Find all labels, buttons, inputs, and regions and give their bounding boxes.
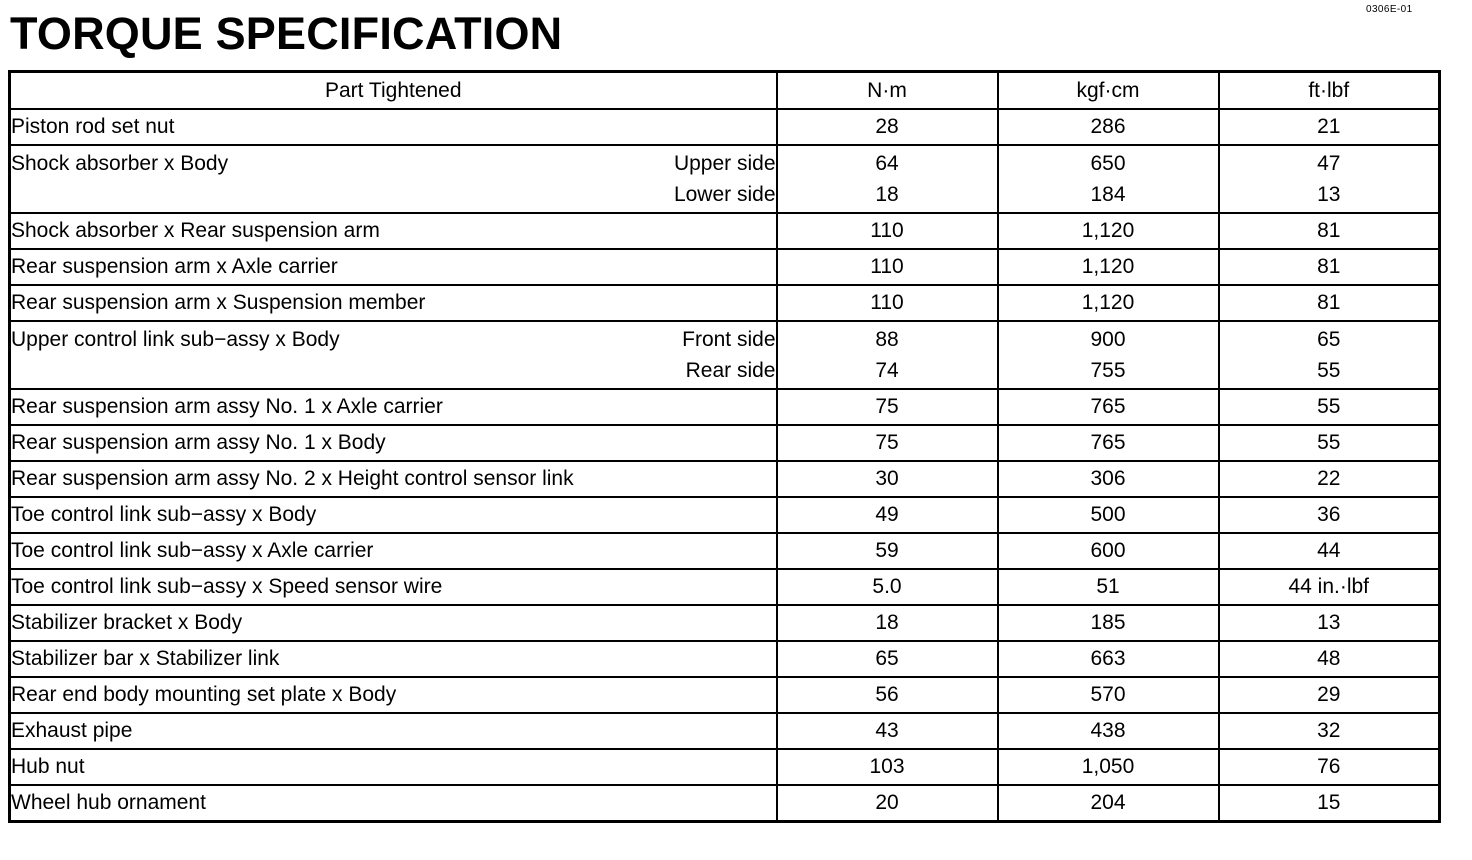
part-name: Rear end body mounting set plate x Body bbox=[11, 683, 397, 706]
ftlbf-value: 29 bbox=[1317, 683, 1341, 706]
nm-value-cell bbox=[777, 389, 998, 425]
kgfcm-value: 1,120 bbox=[1081, 291, 1135, 314]
part-name: Toe control link sub−assy x Speed sensor wire bbox=[11, 575, 443, 598]
nm-value: 56 bbox=[875, 683, 899, 706]
header-kgfcm: kgf·cm bbox=[998, 72, 1219, 110]
ftlbf-value-cell bbox=[1219, 285, 1440, 321]
kgfcm-value: 765 bbox=[1090, 431, 1126, 454]
sub-position-label: Upper side bbox=[673, 152, 776, 175]
part-cell bbox=[10, 569, 777, 605]
part-cell bbox=[10, 533, 777, 569]
kgfcm-value: 184 bbox=[1090, 183, 1126, 206]
ftlbf-value: 81 bbox=[1317, 219, 1341, 242]
part-name: Piston rod set nut bbox=[11, 115, 175, 138]
kgfcm-value-cell bbox=[998, 213, 1219, 249]
part-name: Rear suspension arm assy No. 2 x Height control sensor link bbox=[11, 467, 574, 490]
kgfcm-value: 755 bbox=[1090, 359, 1126, 382]
sub-position-label: Rear side bbox=[685, 359, 776, 382]
table-row bbox=[10, 641, 1440, 677]
ftlbf-value: 13 bbox=[1317, 183, 1341, 206]
table-row bbox=[10, 213, 1440, 249]
nm-value-cell bbox=[777, 461, 998, 497]
ftlbf-value: 81 bbox=[1317, 255, 1341, 278]
table-row bbox=[10, 677, 1440, 713]
ftlbf-value-cell bbox=[1219, 713, 1440, 749]
kgfcm-value: 1,120 bbox=[1081, 255, 1135, 278]
torque-table bbox=[8, 70, 1441, 823]
ftlbf-value: 21 bbox=[1317, 115, 1341, 138]
part-cell bbox=[10, 425, 777, 461]
part-cell bbox=[10, 497, 777, 533]
ftlbf-value-cell bbox=[1219, 109, 1440, 145]
table-row bbox=[10, 533, 1440, 569]
ftlbf-value: 81 bbox=[1317, 291, 1341, 314]
ftlbf-value-cell bbox=[1219, 533, 1440, 569]
part-cell bbox=[10, 145, 777, 213]
nm-value-cell bbox=[777, 605, 998, 641]
kgfcm-value-list bbox=[999, 148, 1218, 210]
ftlbf-value-cell bbox=[1219, 213, 1440, 249]
kgfcm-value-cell bbox=[998, 145, 1219, 213]
part-cell-content bbox=[11, 148, 776, 210]
kgfcm-value-cell bbox=[998, 785, 1219, 822]
ftlbf-value: 36 bbox=[1317, 503, 1341, 526]
nm-value-cell bbox=[777, 713, 998, 749]
ftlbf-value-cell bbox=[1219, 425, 1440, 461]
ftlbf-value-cell bbox=[1219, 389, 1440, 425]
nm-value-cell bbox=[777, 145, 998, 213]
table-row bbox=[10, 321, 1440, 389]
ftlbf-value-cell bbox=[1219, 145, 1440, 213]
part-cell bbox=[10, 605, 777, 641]
kgfcm-value: 185 bbox=[1090, 611, 1126, 634]
ftlbf-value: 47 bbox=[1317, 152, 1341, 175]
ftlbf-value: 13 bbox=[1317, 611, 1341, 634]
kgfcm-value-cell bbox=[998, 569, 1219, 605]
kgfcm-value-cell bbox=[998, 749, 1219, 785]
part-name: Rear suspension arm x Axle carrier bbox=[11, 255, 338, 278]
part-cell bbox=[10, 641, 777, 677]
part-cell bbox=[10, 285, 777, 321]
nm-value: 110 bbox=[870, 291, 904, 314]
part-name: Toe control link sub−assy x Body bbox=[11, 503, 317, 526]
nm-value: 18 bbox=[875, 611, 899, 634]
table-row bbox=[10, 145, 1440, 213]
table-row bbox=[10, 461, 1440, 497]
kgfcm-value-cell bbox=[998, 249, 1219, 285]
part-name: Rear suspension arm assy No. 1 x Axle carrier bbox=[11, 395, 443, 418]
header-part-tightened: Part Tightened bbox=[10, 72, 777, 110]
nm-value-cell bbox=[777, 497, 998, 533]
part-name: Stabilizer bracket x Body bbox=[11, 611, 243, 634]
kgfcm-value: 900 bbox=[1090, 328, 1126, 351]
kgfcm-value-cell bbox=[998, 713, 1219, 749]
sub-position-label: Lower side bbox=[673, 183, 776, 206]
kgfcm-value-cell bbox=[998, 285, 1219, 321]
part-cell bbox=[10, 461, 777, 497]
part-cell bbox=[10, 677, 777, 713]
table-row bbox=[10, 713, 1440, 749]
nm-value-cell bbox=[777, 425, 998, 461]
nm-value: 110 bbox=[870, 219, 904, 242]
ftlbf-value-cell bbox=[1219, 641, 1440, 677]
nm-value: 28 bbox=[875, 115, 899, 138]
nm-value: 103 bbox=[869, 755, 905, 778]
nm-value: 65 bbox=[875, 647, 899, 670]
nm-value: 43 bbox=[875, 719, 899, 742]
nm-value-cell bbox=[777, 641, 998, 677]
ftlbf-value-cell bbox=[1219, 461, 1440, 497]
nm-value-cell bbox=[777, 109, 998, 145]
sub-position-label: Front side bbox=[682, 328, 776, 351]
nm-value-list bbox=[778, 324, 997, 386]
kgfcm-value: 663 bbox=[1090, 647, 1126, 670]
nm-value: 59 bbox=[875, 539, 899, 562]
table-row bbox=[10, 249, 1440, 285]
part-cell bbox=[10, 109, 777, 145]
ftlbf-value: 22 bbox=[1317, 467, 1341, 490]
nm-value: 18 bbox=[875, 183, 899, 206]
table-row bbox=[10, 109, 1440, 145]
nm-value-cell bbox=[777, 749, 998, 785]
part-cell bbox=[10, 749, 777, 785]
nm-value-cell bbox=[777, 249, 998, 285]
part-name: Hub nut bbox=[11, 755, 85, 778]
ftlbf-value: 44 bbox=[1317, 539, 1341, 562]
ftlbf-value-list bbox=[1220, 324, 1439, 386]
part-cell bbox=[10, 785, 777, 822]
nm-value: 5.0 bbox=[872, 575, 902, 598]
kgfcm-value: 500 bbox=[1090, 503, 1126, 526]
nm-value: 30 bbox=[875, 467, 899, 490]
table-row bbox=[10, 605, 1440, 641]
ftlbf-value: 32 bbox=[1317, 719, 1341, 742]
nm-value-cell bbox=[777, 533, 998, 569]
sub-position-list bbox=[674, 148, 776, 210]
kgfcm-value: 570 bbox=[1090, 683, 1126, 706]
part-name: Exhaust pipe bbox=[11, 719, 133, 742]
kgfcm-value-cell bbox=[998, 321, 1219, 389]
part-cell bbox=[10, 389, 777, 425]
ftlbf-value: 55 bbox=[1317, 395, 1341, 418]
nm-value: 49 bbox=[875, 503, 899, 526]
nm-value-cell bbox=[777, 569, 998, 605]
nm-value-list bbox=[778, 148, 997, 210]
kgfcm-value: 51 bbox=[1096, 575, 1120, 598]
nm-value: 74 bbox=[875, 359, 899, 382]
kgfcm-value-cell bbox=[998, 461, 1219, 497]
table-row bbox=[10, 749, 1440, 785]
sub-position-list bbox=[682, 324, 775, 386]
ftlbf-value: 15 bbox=[1317, 791, 1341, 814]
header-ftlbf: ft·lbf bbox=[1219, 72, 1440, 110]
kgfcm-value-cell bbox=[998, 677, 1219, 713]
header-nm: N·m bbox=[777, 72, 998, 110]
kgfcm-value-cell bbox=[998, 109, 1219, 145]
kgfcm-value-cell bbox=[998, 497, 1219, 533]
part-name: Wheel hub ornament bbox=[11, 791, 206, 814]
kgfcm-value-cell bbox=[998, 605, 1219, 641]
kgfcm-value: 765 bbox=[1090, 395, 1126, 418]
nm-value-cell bbox=[777, 285, 998, 321]
nm-value: 75 bbox=[875, 431, 899, 454]
kgfcm-value: 1,120 bbox=[1081, 219, 1135, 242]
kgfcm-value: 306 bbox=[1090, 467, 1126, 490]
ftlbf-value-cell bbox=[1219, 677, 1440, 713]
ftlbf-value-cell bbox=[1219, 569, 1440, 605]
nm-value: 88 bbox=[875, 328, 899, 351]
table-row bbox=[10, 497, 1440, 533]
kgfcm-value: 204 bbox=[1090, 791, 1126, 814]
nm-value: 110 bbox=[870, 255, 904, 278]
part-cell bbox=[10, 321, 777, 389]
ftlbf-value: 65 bbox=[1317, 328, 1341, 351]
ftlbf-value-cell bbox=[1219, 605, 1440, 641]
part-name: Shock absorber x Rear suspension arm bbox=[11, 219, 380, 242]
ftlbf-value: 55 bbox=[1317, 431, 1341, 454]
table-row bbox=[10, 389, 1440, 425]
part-name: Upper control link sub−assy x Body bbox=[11, 328, 340, 351]
ftlbf-value: 55 bbox=[1317, 359, 1341, 382]
kgfcm-value: 286 bbox=[1090, 115, 1126, 138]
kgfcm-value-cell bbox=[998, 425, 1219, 461]
ftlbf-value: 44 in.·lbf bbox=[1288, 575, 1370, 598]
part-cell-content bbox=[11, 324, 776, 386]
ftlbf-value-cell bbox=[1219, 749, 1440, 785]
nm-value-cell bbox=[777, 213, 998, 249]
part-name: Stabilizer bar x Stabilizer link bbox=[11, 647, 280, 670]
part-cell bbox=[10, 713, 777, 749]
kgfcm-value: 438 bbox=[1090, 719, 1126, 742]
kgfcm-value-cell bbox=[998, 389, 1219, 425]
kgfcm-value: 600 bbox=[1090, 539, 1126, 562]
kgfcm-value: 1,050 bbox=[1081, 755, 1135, 778]
part-cell bbox=[10, 213, 777, 249]
part-name: Rear suspension arm assy No. 1 x Body bbox=[11, 431, 386, 454]
ftlbf-value-cell bbox=[1219, 497, 1440, 533]
nm-value: 20 bbox=[875, 791, 899, 814]
table-row bbox=[10, 569, 1440, 605]
ftlbf-value-cell bbox=[1219, 321, 1440, 389]
part-name: Toe control link sub−assy x Axle carrier bbox=[11, 539, 374, 562]
nm-value: 75 bbox=[875, 395, 899, 418]
document-code: 0306E-01 bbox=[1366, 4, 1413, 15]
table-row bbox=[10, 425, 1440, 461]
part-cell bbox=[10, 249, 777, 285]
ftlbf-value-list bbox=[1220, 148, 1439, 210]
kgfcm-value-list bbox=[999, 324, 1218, 386]
part-name: Rear suspension arm x Suspension member bbox=[11, 291, 426, 314]
kgfcm-value: 650 bbox=[1090, 152, 1126, 175]
ftlbf-value: 48 bbox=[1317, 647, 1341, 670]
ftlbf-value: 76 bbox=[1317, 755, 1341, 778]
kgfcm-value-cell bbox=[998, 641, 1219, 677]
nm-value-cell bbox=[777, 677, 998, 713]
ftlbf-value-cell bbox=[1219, 249, 1440, 285]
ftlbf-value-cell bbox=[1219, 785, 1440, 822]
page-title: TORQUE SPECIFICATION bbox=[10, 8, 563, 59]
part-name: Shock absorber x Body bbox=[11, 152, 229, 175]
nm-value-cell bbox=[777, 785, 998, 822]
table-row bbox=[10, 285, 1440, 321]
header-row bbox=[10, 72, 1440, 110]
table-row bbox=[10, 785, 1440, 822]
kgfcm-value-cell bbox=[998, 533, 1219, 569]
nm-value: 64 bbox=[875, 152, 899, 175]
nm-value-cell bbox=[777, 321, 998, 389]
